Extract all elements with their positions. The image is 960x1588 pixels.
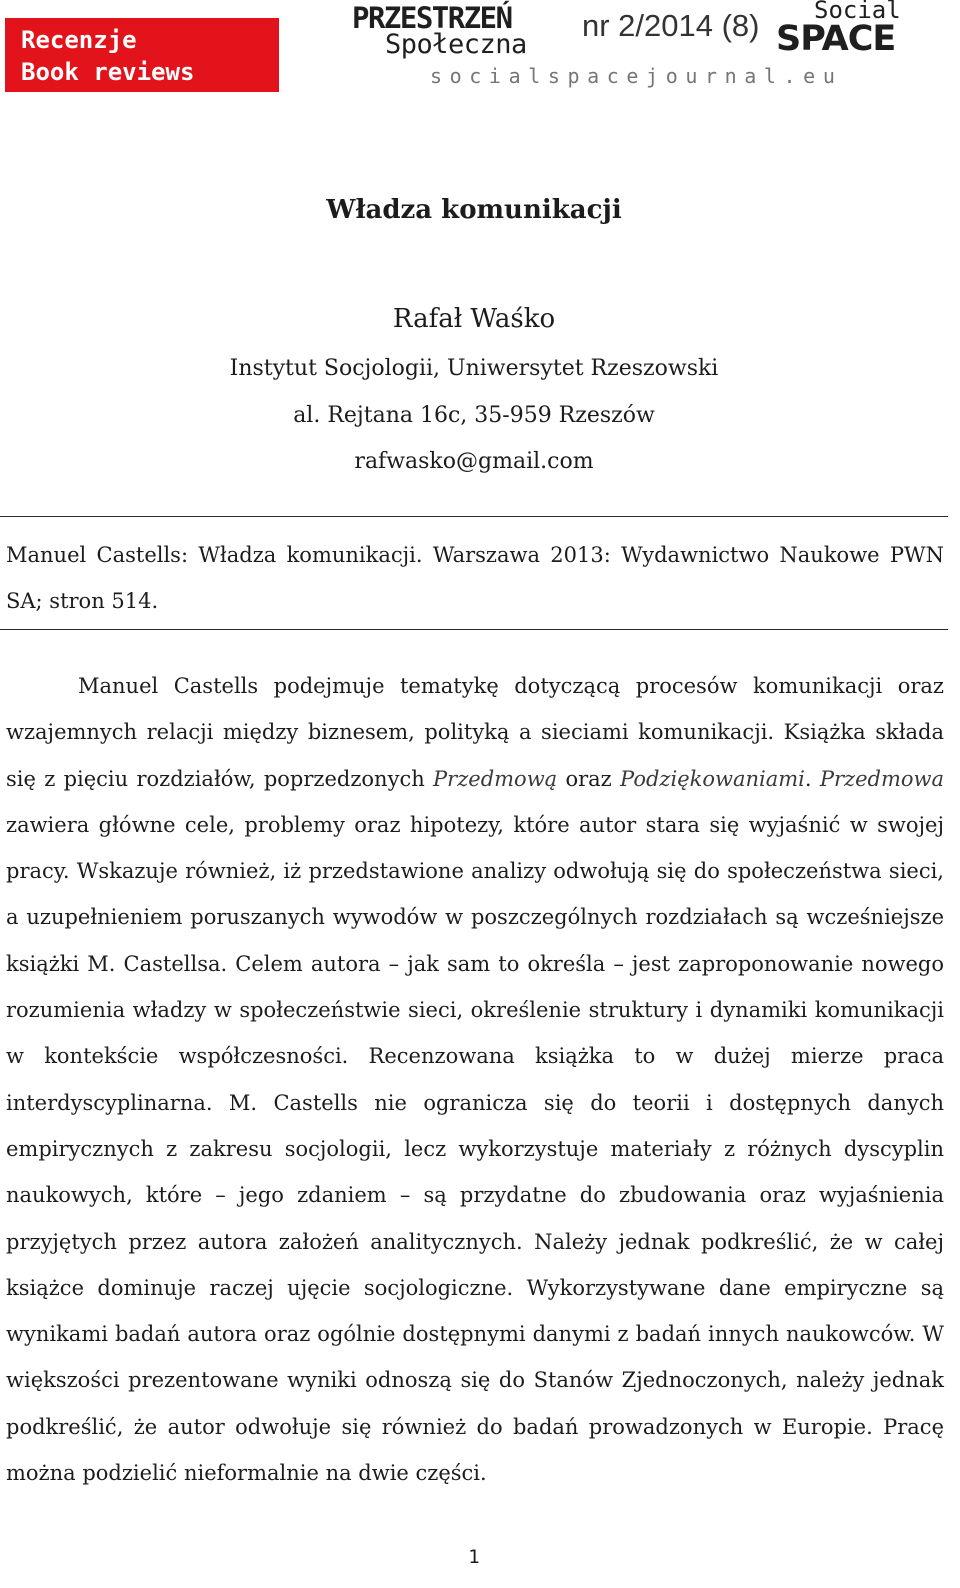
journal-logo-pl-line2: Społeczna <box>385 29 527 60</box>
bottom-divider <box>0 629 948 630</box>
review-body <box>6 663 944 1496</box>
journal-logo-en-line1: Social <box>814 0 901 24</box>
section-badge <box>5 18 279 92</box>
journal-logo-pl-line1: PRZESTRZEŃ <box>352 1 512 35</box>
author-email: rafwasko@gmail.com <box>354 449 594 474</box>
journal-logo-pl <box>352 1 562 60</box>
article-title: Władza komunikacji <box>326 195 622 225</box>
page-number: 1 <box>468 1546 480 1568</box>
author-address: al. Rejtana 16c, 35-959 Rzeszów <box>293 403 655 428</box>
author-name: Rafał Waśko <box>392 304 556 334</box>
paragraph: Manuel Castells podejmuje tematykę dotyczącą procesów komunikacji oraz wzajemnych relacji między biznesem, polityką a sieciami komunikacji. Książka składa się z pięciu rozdziałów, poprzedzonych Przedmową oraz Podziękowaniami. Przedmowa zawiera główne cele, problemy oraz hipotezy, które autor stara się wyjaśnić w swojej pracy. Wskazuje również, iż przedstawione analizy odwołują się do społeczeństwa sieci, a uzupełnieniem poruszanych wywodów w poszczególnych rozdziałach są wcześniejsze książki M. Castellsa. Celem autora – jak sam to określa – jest zaproponowanie nowego rozumienia władzy w społeczeństwie sieci, określenie struktury i dynamiki komunikacji w kontekście współczesności. Recenzowana książka to w dużej mierze praca interdyscyplinarna. M. Castells nie ogranicza się do teorii i dostępnych danych empirycznych z zakresu socjologii, lecz wykorzystuje materiały z różnych dyscyplin naukowych, które – jego zdaniem – są przydatne do zbudowania oraz wyjaśnienia przyjętych przez autora założeń analitycznych. Należy jednak podkreślić, że w całej książce dominuje raczej ujęcie socjologiczne. Wykorzystywane dane empiryczne są wynikami badań autora oraz ogólnie dostępnymi danymi z badań innych naukowców. W większości prezentowane wyniki odnoszą się do Stanów Zjednoczonych, należy jednak podkreślić, że autor odwołuje się również do badań prowadzonych w Europie. Pracę można podzielić nieformalnie na dwie części. <box>6 674 944 1486</box>
issue-number: nr 2/2014 (8) <box>582 8 760 43</box>
book-reference: Manuel Castells: Władza komunikacji. Warszawa 2013: Wydawnictwo Naukowe PWN SA; stron 514. <box>6 543 944 613</box>
journal-logo-en-line2: SPACE <box>776 19 896 59</box>
section-label-en: Book reviews <box>21 58 195 86</box>
journal-website: socialspacejournal.eu <box>430 64 843 88</box>
section-label-pl: Recenzje <box>21 26 137 54</box>
author-affiliation: Instytut Socjologii, Uniwersytet Rzeszowski <box>229 356 719 381</box>
italic-term-foreword: Przedmową <box>433 766 558 791</box>
journal-logo-en <box>776 0 901 59</box>
top-divider <box>0 516 948 517</box>
italic-term-foreword-2: Przedmowa <box>819 766 944 791</box>
italic-term-acknowledgements: Podziękowaniami <box>620 766 805 791</box>
